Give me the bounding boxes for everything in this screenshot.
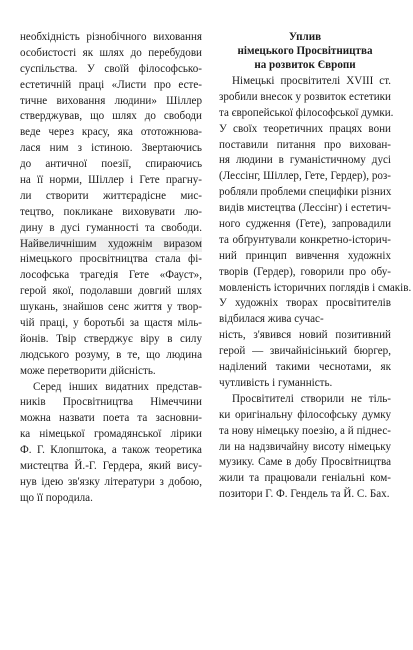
text-line: нув ідею зв'язку літератури з добою,: [20, 475, 202, 488]
text-line: ного судження (Гете), запровадили: [219, 218, 391, 231]
text-line: та обґрунтували конкретно-історич-: [219, 233, 391, 246]
right-column: [219, 30, 412, 503]
text-line: необхідність різнобічного виховання: [20, 31, 202, 43]
text-line: суспільства. У своїй філософсько-: [20, 62, 202, 75]
text-line: позитори Г. Ф. Гендель та Й. С. Бах.: [219, 488, 390, 501]
text-line: веде через красу, яка ототожнюва-: [20, 126, 202, 139]
text-line: людського розуму, в те, що людина: [20, 348, 202, 361]
text-line: йонів. Твір стверджує віру в силу: [20, 332, 202, 345]
text-line: чій праці, у боротьбі за щастя міль-: [20, 317, 202, 330]
text-line: можна назвати поета та засновни-: [20, 412, 202, 425]
left-paragraph-1: [20, 30, 202, 380]
text-line: Ф. Г. Клопштока, а також теоретика: [20, 444, 202, 457]
text-line: стверджував, що шлях до свободи: [20, 110, 202, 123]
text-line: У художніх творах просвітителів відбилася жива сучас-: [219, 297, 391, 326]
heading-line: Уплив: [288, 31, 322, 43]
section-heading: [219, 30, 391, 72]
text-line: ли на надзвичайну висоту німецьку: [219, 440, 391, 453]
text-line: (Лессінг, Шіллер, Гете, Гердер), роз-: [219, 170, 391, 183]
text-line: робляли проблеми специфіки різних: [219, 186, 392, 199]
text-line: до античної поезії, спираючись: [20, 158, 202, 171]
text-line: видів мистецтва (Лессінг) і естетич-: [219, 202, 391, 215]
text-line: що її породила.: [20, 491, 93, 504]
text-line: герой — звичайнісінький бюргер,: [219, 345, 391, 358]
text-line: може перетворити дійсність.: [20, 364, 156, 377]
text-line: герой якої, подолавши довгий шлях: [20, 285, 202, 298]
text-line: дину в дусі гуманності та свободи.: [20, 221, 202, 234]
text-line: ників Просвітництва Німеччини: [20, 396, 202, 409]
text-line: жили та працювали геніальні ком-: [219, 472, 391, 485]
text-line: та європейської філософської думки.: [219, 106, 394, 119]
left-column: [20, 30, 202, 507]
text-line: поставили питання про вихован-: [219, 138, 391, 151]
text-line: музику. Саме в добу Просвітництва: [219, 456, 391, 469]
text-line: тичне виховання людини» Шіллер: [20, 94, 202, 107]
text-line: мовленість історичних поглядів і смаків.: [219, 281, 412, 294]
left-paragraph-2: [20, 380, 202, 507]
text-line: ка німецької громадянської лірики: [20, 428, 202, 441]
text-line: шукань, знайшов сенс життя у твор-: [20, 301, 202, 314]
text-line: на її норми, Шіллер і Гете прагну-: [20, 174, 202, 187]
heading-line: німецького Просвітництва: [237, 45, 373, 57]
heading-line: на розвиток Європи: [254, 59, 356, 71]
text-line: тецтво, покликане виховувати лю-: [20, 205, 202, 218]
text-line: ли створити життєрадісне мис-: [20, 189, 202, 202]
right-paragraph-2: [219, 392, 391, 503]
text-line: особистості як шлях до перебудови: [20, 46, 202, 59]
text-line: Німецькі просвітителі XVIII ст.: [232, 75, 391, 87]
text-line: Просвітителі створили не тіль-: [232, 392, 391, 405]
text-line: ня людини в гуманістичному дусі: [219, 154, 391, 167]
text-line: Серед інших видатних представ-: [33, 380, 202, 393]
text-line: мистецтва Й.-Г. Гердера, який вису-: [20, 460, 202, 473]
text-line: лася ним з істиною. Звертаючись: [20, 142, 202, 155]
text-line: та нову німецьку поезію, а й піднес-: [219, 424, 391, 437]
text-line: зробили внесок у розвиток естетики: [219, 90, 391, 103]
text-line: У своїх теоретичних працях вони: [219, 122, 391, 135]
text-line: наділений такими чеснотами, як: [219, 361, 391, 374]
right-paragraph-1: [219, 74, 412, 392]
text-line: ність, з'явився новий позитивний: [219, 329, 391, 342]
text-line: німецького просвітництва стала фі-: [20, 253, 202, 266]
text-line: творів (Гердер), говорили про обу-: [219, 265, 391, 278]
text-line: естетичній праці «Листи про есте-: [20, 78, 202, 91]
text-line: чутливість і гуманність.: [219, 376, 333, 389]
text-line: лософська трагедія Гете «Фауст»,: [20, 269, 202, 282]
text-line: ки оригінальну філософську думку: [219, 408, 391, 421]
text-line: ний принцип вивчення художніх: [219, 249, 391, 262]
text-line: Найвеличнішим художнім виразом: [20, 237, 202, 253]
